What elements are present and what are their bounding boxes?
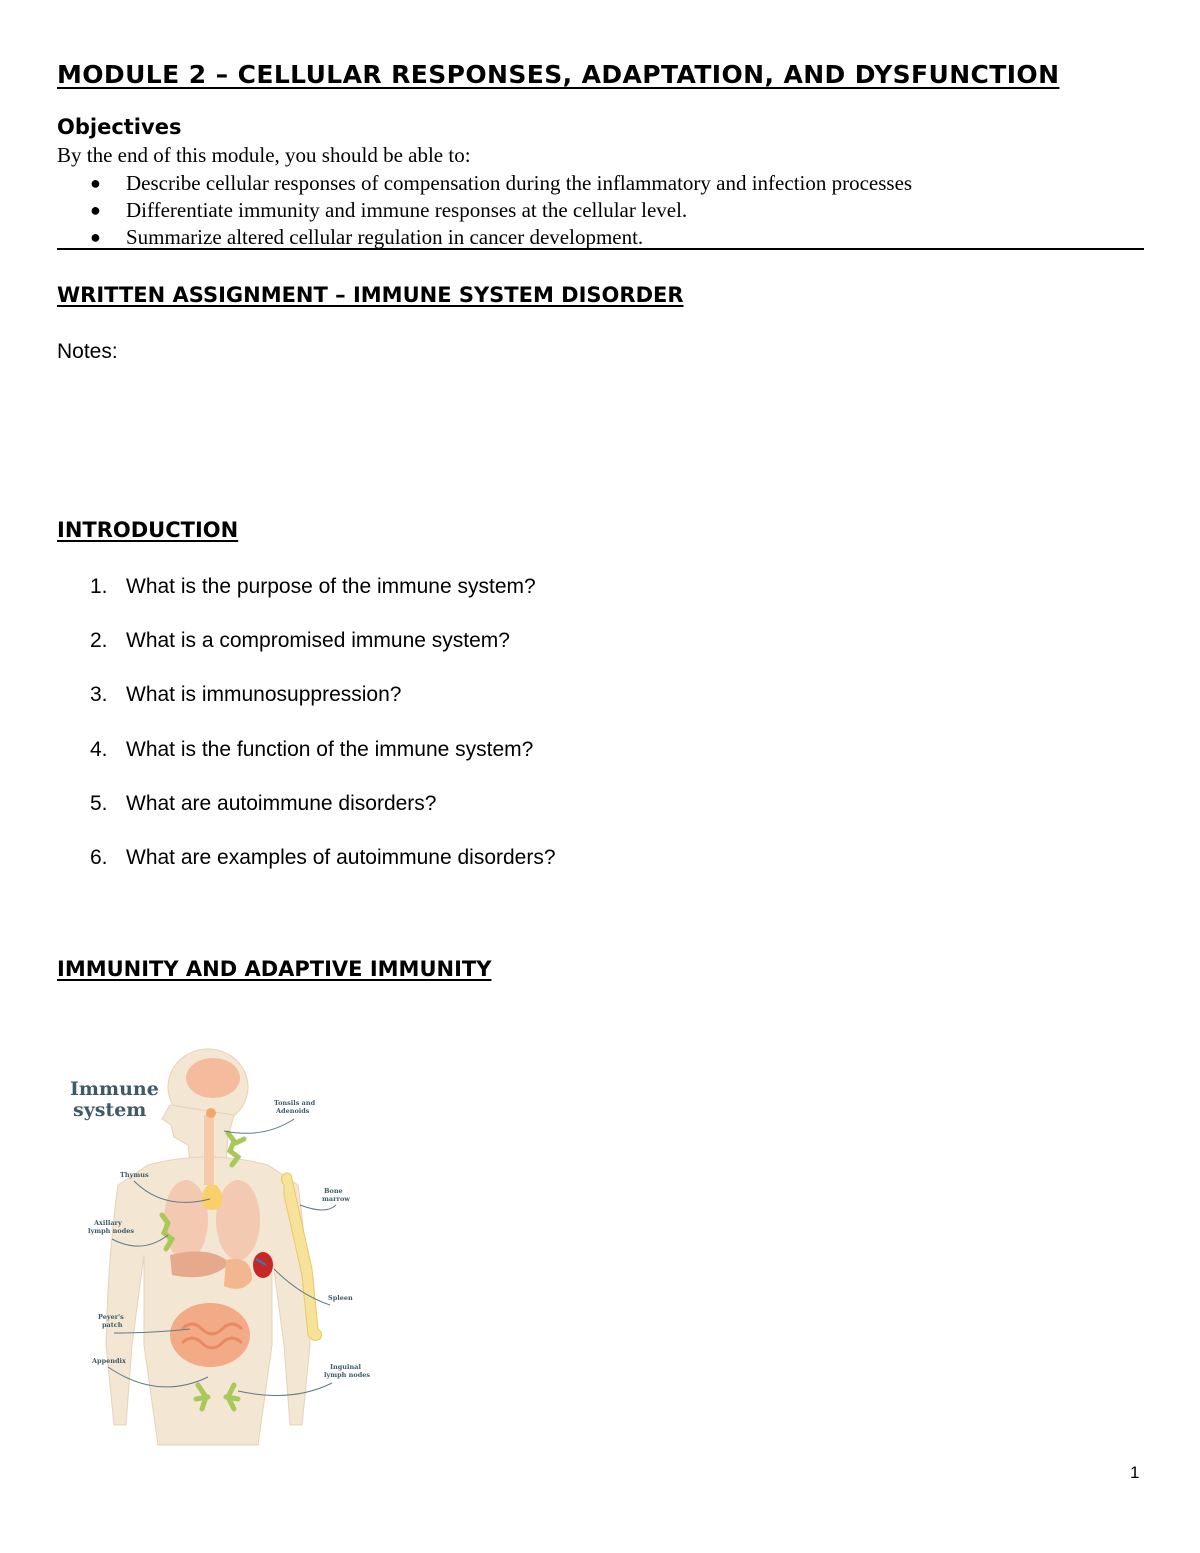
label-thymus: Thymus	[120, 1171, 149, 1179]
label-peyers-2: patch	[102, 1321, 123, 1329]
objective-text: Describe cellular responses of compensation during the inflammatory and infection processes	[126, 171, 913, 195]
objective-item	[90, 197, 912, 224]
bullet-icon: ●	[90, 227, 101, 247]
lungs-icon	[164, 1180, 208, 1260]
question-item	[90, 846, 556, 900]
label-tonsils-2: Adenoids	[276, 1107, 310, 1115]
introduction-questions	[90, 575, 556, 900]
lungs-icon	[216, 1180, 260, 1260]
question-text: What are autoimmune disorders?	[126, 791, 437, 815]
question-item	[90, 792, 556, 846]
tonsils-icon	[206, 1108, 216, 1118]
label-axillary-2: lymph nodes	[88, 1227, 135, 1235]
page-number: 1	[1130, 1463, 1140, 1482]
trachea-shape	[204, 1115, 214, 1185]
objective-text: Summarize altered cellular regulation in cancer development.	[126, 225, 644, 249]
question-number: 3.	[90, 683, 108, 707]
question-number: 4.	[90, 737, 108, 761]
spleen-icon	[253, 1252, 273, 1278]
label-inguinal-2: lymph nodes	[324, 1371, 371, 1379]
label-tonsils-1: Tonsils and	[274, 1099, 316, 1107]
label-bone-marrow-2: marrow	[322, 1195, 350, 1203]
section-divider	[57, 248, 1144, 250]
notes-label: Notes:	[57, 340, 118, 363]
label-axillary-1: Axillary	[94, 1219, 122, 1227]
question-item	[90, 629, 556, 683]
question-text: What is the purpose of the immune system?	[126, 575, 536, 598]
label-appendix: Appendix	[92, 1357, 126, 1365]
question-text: What is the function of the immune system?	[126, 737, 534, 761]
question-number: 6.	[90, 845, 108, 869]
question-text: What is a compromised immune system?	[126, 629, 510, 653]
objectives-list	[90, 170, 912, 251]
question-text: What are examples of autoimmune disorders?	[126, 845, 556, 869]
question-item	[90, 575, 556, 629]
objectives-intro: By the end of this module, you should be able to:	[57, 143, 471, 167]
immunity-heading: IMMUNITY AND ADAPTIVE IMMUNITY	[57, 957, 492, 981]
label-spleen: Spleen	[328, 1294, 353, 1302]
brain-icon	[186, 1058, 240, 1098]
question-item	[90, 683, 556, 737]
assignment-heading: WRITTEN ASSIGNMENT – IMMUNE SYSTEM DISORDER	[57, 283, 684, 307]
objective-item	[90, 224, 912, 251]
question-number: 5.	[90, 791, 108, 815]
diagram-title-line1: Immune	[70, 1078, 159, 1100]
question-text: What is immunosuppression?	[126, 683, 402, 707]
label-bone-marrow-1: Bone	[324, 1187, 343, 1195]
diagram-title-line2: system	[73, 1099, 147, 1121]
bullet-icon: ●	[90, 173, 101, 193]
label-inguinal-1: Inguinal	[330, 1363, 361, 1371]
question-number: 2.	[90, 629, 108, 653]
label-peyers-1: Peyer's	[98, 1313, 124, 1321]
objective-text: Differentiate immunity and immune responses at the cellular level.	[126, 198, 688, 222]
objective-item	[90, 170, 912, 197]
bullet-icon: ●	[90, 200, 101, 220]
module-title: MODULE 2 – CELLULAR RESPONSES, ADAPTATION, AND DYSFUNCTION	[57, 60, 1060, 89]
introduction-heading: INTRODUCTION	[57, 518, 239, 542]
objectives-heading: Objectives	[57, 115, 182, 139]
question-item	[90, 738, 556, 792]
question-number: 1.	[90, 575, 108, 598]
immune-system-diagram	[58, 1045, 378, 1455]
